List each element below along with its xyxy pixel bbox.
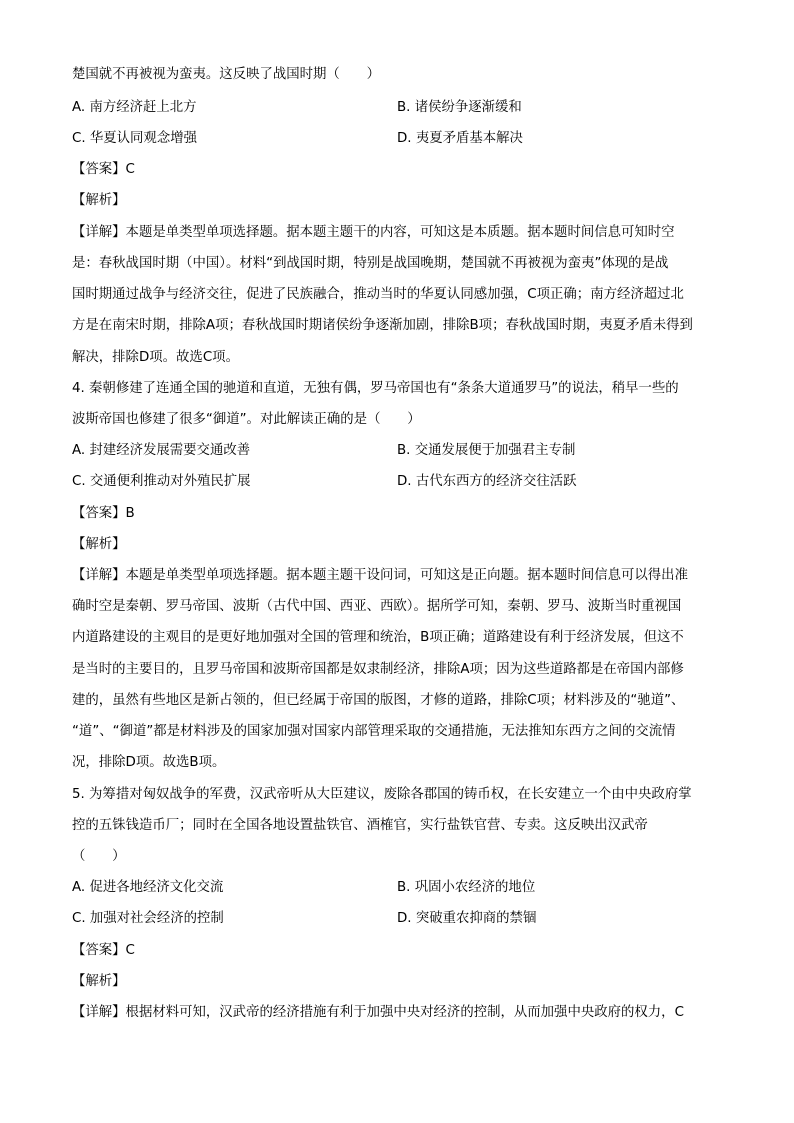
q4-stem-line: 4. 秦朝修建了连通全国的驰道和直道，无独有偶，罗马帝国也有“条条大道通罗马”的说法，稍早一些的 [72, 381, 679, 396]
q3-detail-line: 国时期通过战争与经济交往，促进了民族融合，推动当时的华夏认同感加强，C项正确；南方经济超过北 [72, 287, 684, 302]
q4-detail-line: 【详解】本题是单类型单项选择题。据本题主题干设问词，可知这是正向题。据本题时间信息可以得出准 [72, 568, 688, 583]
q4-stem-line: 波斯帝国也修建了很多“御道”。对此解读正确的是（ ） [72, 412, 421, 427]
q5-option-d: D. 突破重农抑商的禁锢 [397, 911, 537, 926]
q4-detail-line: 是当时的主要目的，且罗马帝国和波斯帝国都是奴隶制经济，排除A项；因为这些道路都是在帝国内部修 [72, 662, 684, 677]
q5-option-b: B. 巩固小农经济的地位 [397, 880, 536, 895]
q3-detail-line: 方是在南宋时期，排除A项；春秋战国时期诸侯纷争逐渐加剧，排除B项；春秋战国时期，夷夏矛盾未得到 [72, 318, 693, 333]
q5-stem-line: 控的五铢钱造币厂；同时在全国各地设置盐铁官、酒榷官，实行盐铁官营、专卖。这反映出汉武帝 [72, 818, 648, 833]
q4-option-c: C. 交通便利推动对外殖民扩展 [72, 474, 251, 489]
q4-option-a: A. 封建经济发展需要交通改善 [72, 443, 251, 458]
q4-option-b: B. 交通发展便于加强君主专制 [397, 443, 576, 458]
q5-stem-line: （ ） [72, 849, 126, 864]
q3-detail-line: 【详解】本题是单类型单项选择题。据本题主题干的内容，可知这是本质题。据本题时间信息可知时空 [72, 225, 675, 240]
q5-option-c: C. 加强对社会经济的控制 [72, 911, 224, 926]
q3-analysis-label: 【解析】 [72, 193, 126, 208]
q3-detail-line: 解决，排除D项。故选C项。 [72, 350, 239, 365]
q5-answer: 【答案】C [72, 943, 135, 958]
q4-detail-line: 内道路建设的主观目的是更好地加强对全国的管理和统治，B项正确；道路建设有利于经济发展，但这不 [72, 630, 684, 645]
q4-detail-line: 确时空是秦朝、罗马帝国、波斯（古代中国、西亚、西欧）。据所学可知，秦朝、罗马、波斯当时重视国 [72, 599, 682, 614]
q5-detail-line: 【详解】根据材料可知，汉武帝的经济措施有利于加强中央对经济的控制，从而加强中央政府的权力，C [72, 1005, 684, 1020]
q3-option-a: A. 南方经济赶上北方 [72, 100, 197, 115]
q3-option-b: B. 诸侯纷争逐渐缓和 [397, 100, 522, 115]
q3-answer: 【答案】C [72, 162, 135, 177]
q4-answer: 【答案】B [72, 506, 135, 521]
q4-option-d: D. 古代东西方的经济交往活跃 [397, 474, 577, 489]
q4-detail-line: 况，排除D项。故选B项。 [72, 755, 226, 770]
q5-option-a: A. 促进各地经济文化交流 [72, 880, 224, 895]
q3-option-c: C. 华夏认同观念增强 [72, 131, 197, 146]
q3-stem: 楚国就不再被视为蛮夷。这反映了战国时期（ ） [72, 67, 380, 82]
q4-detail-line: 建的，虽然有些地区是新占领的，但已经属于帝国的版图，才修的道路，排除C项；材料涉及的“驰道”、 [72, 693, 685, 708]
q4-detail-line: “道”、“御道”都是材料涉及的国家加强对国家内部管理采取的交通措施，无法推知东西方之间的交流情 [72, 724, 676, 739]
q3-detail-line: 是：春秋战国时期（中国）。材料“到战国时期，特别是战国晚期，楚国就不再被视为蛮夷”体现的是战 [72, 256, 669, 271]
q4-analysis-label: 【解析】 [72, 537, 126, 552]
q3-option-d: D. 夷夏矛盾基本解决 [397, 131, 523, 146]
q5-stem-line: 5. 为筹措对匈奴战争的军费，汉武帝听从大臣建议，废除各郡国的铸币权，在长安建立一个由中央政府掌 [72, 787, 692, 802]
q5-analysis-label: 【解析】 [72, 974, 126, 989]
